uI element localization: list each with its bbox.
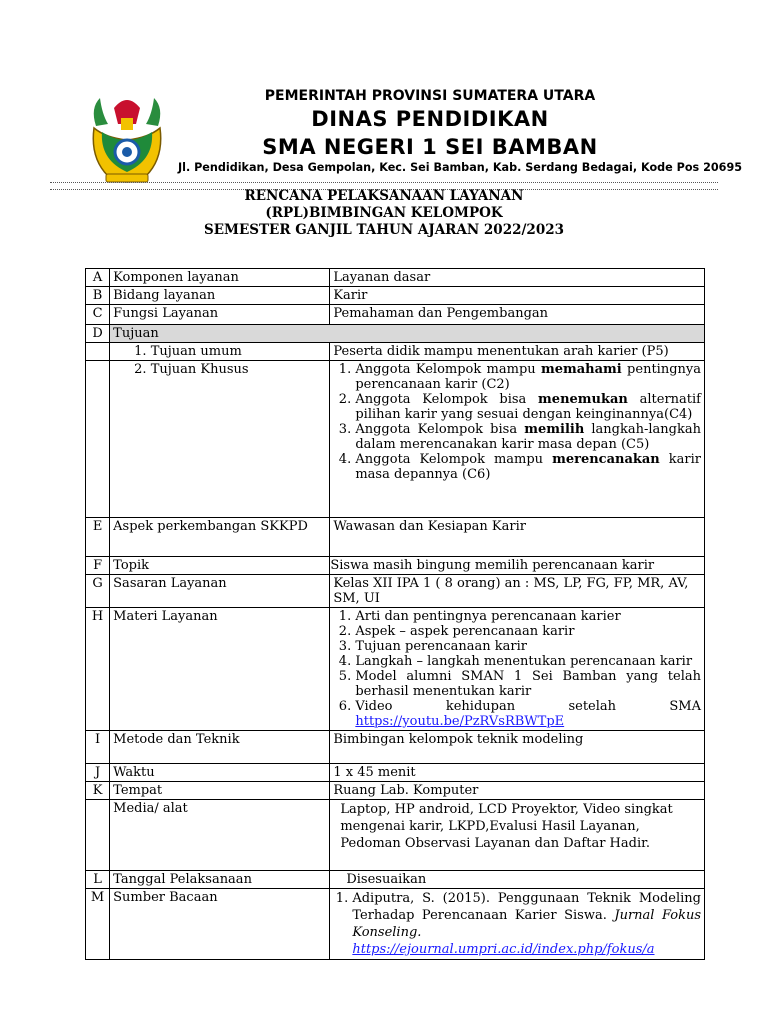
table-row: J Waktu 1 x 45 menit [86, 764, 705, 782]
list-item: 1. Anggota Kelompok mampu memahami pentingnya perencanaan karir (C2) [355, 362, 701, 392]
table-row: F Topik Siswa masih bingung memilih perencanaan karir [86, 557, 705, 575]
table-row: G Sasaran Layanan Kelas XII IPA 1 ( 8 orang) an : MS, LP, FG, FP, MR, AV, SM, UI [86, 575, 705, 608]
list-item: 2. Anggota Kelompok bisa menemukan alternatif pilihan karir yang sesuai dengan keinginannya(C4) [355, 392, 701, 422]
header-address: Jl. Pendidikan, Desa Gempolan, Kec. Sei Bamban, Kab. Serdang Bedagai, Kode Pos 20695 [177, 161, 743, 174]
reference-list [330, 889, 705, 960]
list-item: 5. Model alumni SMAN 1 Sei Bamban yang telah berhasil menentukan karir [355, 669, 701, 699]
table-row: I Metode dan Teknik Bimbingan kelompok teknik modeling [86, 731, 705, 764]
header-school: SMA NEGERI 1 SEI BAMBAN [262, 135, 598, 159]
video-link[interactable]: https://youtu.be/PzRVsRBWTpE [355, 714, 565, 729]
table-row: Media/ alat Laptop, HP android, LCD Proyektor, Video singkat mengenai karir, LKPD,Evalusi Hasil Layanan, Pedoman Observasi Layanan dan Daftar Hadir. [86, 800, 705, 871]
table-row: E Aspek perkembangan SKKPD Wawasan dan Kesiapan Karir [86, 518, 705, 557]
material-list [330, 608, 705, 731]
specific-goals-list [330, 361, 705, 518]
table-row: A Komponen layanan Layanan dasar [86, 269, 705, 287]
doc-semester: SEMESTER GANJIL TAHUN AJARAN 2022/2023 [203, 222, 564, 238]
table-row: L Tanggal Pelaksanaan Disesuaikan [86, 871, 705, 889]
rpl-table [85, 268, 705, 960]
province-emblem-icon [88, 88, 166, 188]
header-government: PEMERINTAH PROVINSI SUMATERA UTARA [264, 88, 596, 104]
list-item: 3. Anggota Kelompok bisa memilih langkah-langkah dalam merencanakan karir masa depan (C5) [355, 422, 701, 452]
table-row: D Tujuan [86, 325, 705, 343]
list-item: 1. Adiputra, S. (2015). Penggunaan Teknik Modeling Terhadap Perencanaan Karier Siswa. Jurnal Fokus Konseling. https://ejournal.umpri.ac.id/index.php/fokus/a [352, 890, 701, 958]
doc-subtitle: (RPL)BIMBINGAN KELOMPOK [265, 205, 503, 221]
list-item: 2. Aspek – aspek perencanaan karir [355, 624, 701, 639]
list-item: 4. Langkah – langkah menentukan perencanaan karir [355, 654, 701, 669]
list-item: 1. Arti dan pentingnya perencanaan karier [355, 609, 701, 624]
table-row: H Materi Layanan 1. Arti dan pentingnya perencanaan karier 2. Aspek – aspek perencanaan karir 3. Tujuan perencanaan karir 4. Langkah – langkah menentukan perencanaan karir 5. Model alumni SMAN 1 Sei Bamban yang telah berhasil menentukan karir 6. Video kehidupan setelah SMA https://youtu.be/PzRVsRBWTpE [86, 608, 705, 731]
list-item: 3. Tujuan perencanaan karir [355, 639, 701, 654]
table-row: K Tempat Ruang Lab. Komputer [86, 782, 705, 800]
doc-title: RENCANA PELAKSANAAN LAYANAN [244, 188, 524, 204]
table-row: C Fungsi Layanan Pemahaman dan Pengembangan [86, 305, 705, 325]
table-row: 2. Tujuan Khusus 1. Anggota Kelompok mampu memahami pentingnya perencanaan karir (C2) 2. Anggota Kelompok bisa menemukan alternatif pilihan karir yang sesuai dengan keinginannya(C4) 3. Anggota Kelompok bisa memilih langkah-langkah dalam merencanakan karir masa depan (C5) 4. Anggota Kelompok mampu merencanakan karir masa depannya (C6) [86, 361, 705, 518]
list-item: 6. Video kehidupan setelah SMA [355, 699, 701, 714]
table-row: M Sumber Bacaan 1. Adiputra, S. (2015). Penggunaan Teknik Modeling Terhadap Perencanaan Karier Siswa. Jurnal Fokus Konseling. https://ejournal.umpri.ac.id/index.php/fokus/a [86, 889, 705, 960]
header-department: DINAS PENDIDIKAN [311, 107, 549, 131]
table-row: B Bidang layanan Karir [86, 287, 705, 305]
journal-link[interactable]: https://ejournal.umpri.ac.id/index.php/fokus/a [352, 942, 655, 957]
list-item: 4. Anggota Kelompok mampu merencanakan karir masa depannya (C6) [355, 452, 701, 482]
table-row: 1. Tujuan umum Peserta didik mampu menentukan arah karier (P5) [86, 343, 705, 361]
